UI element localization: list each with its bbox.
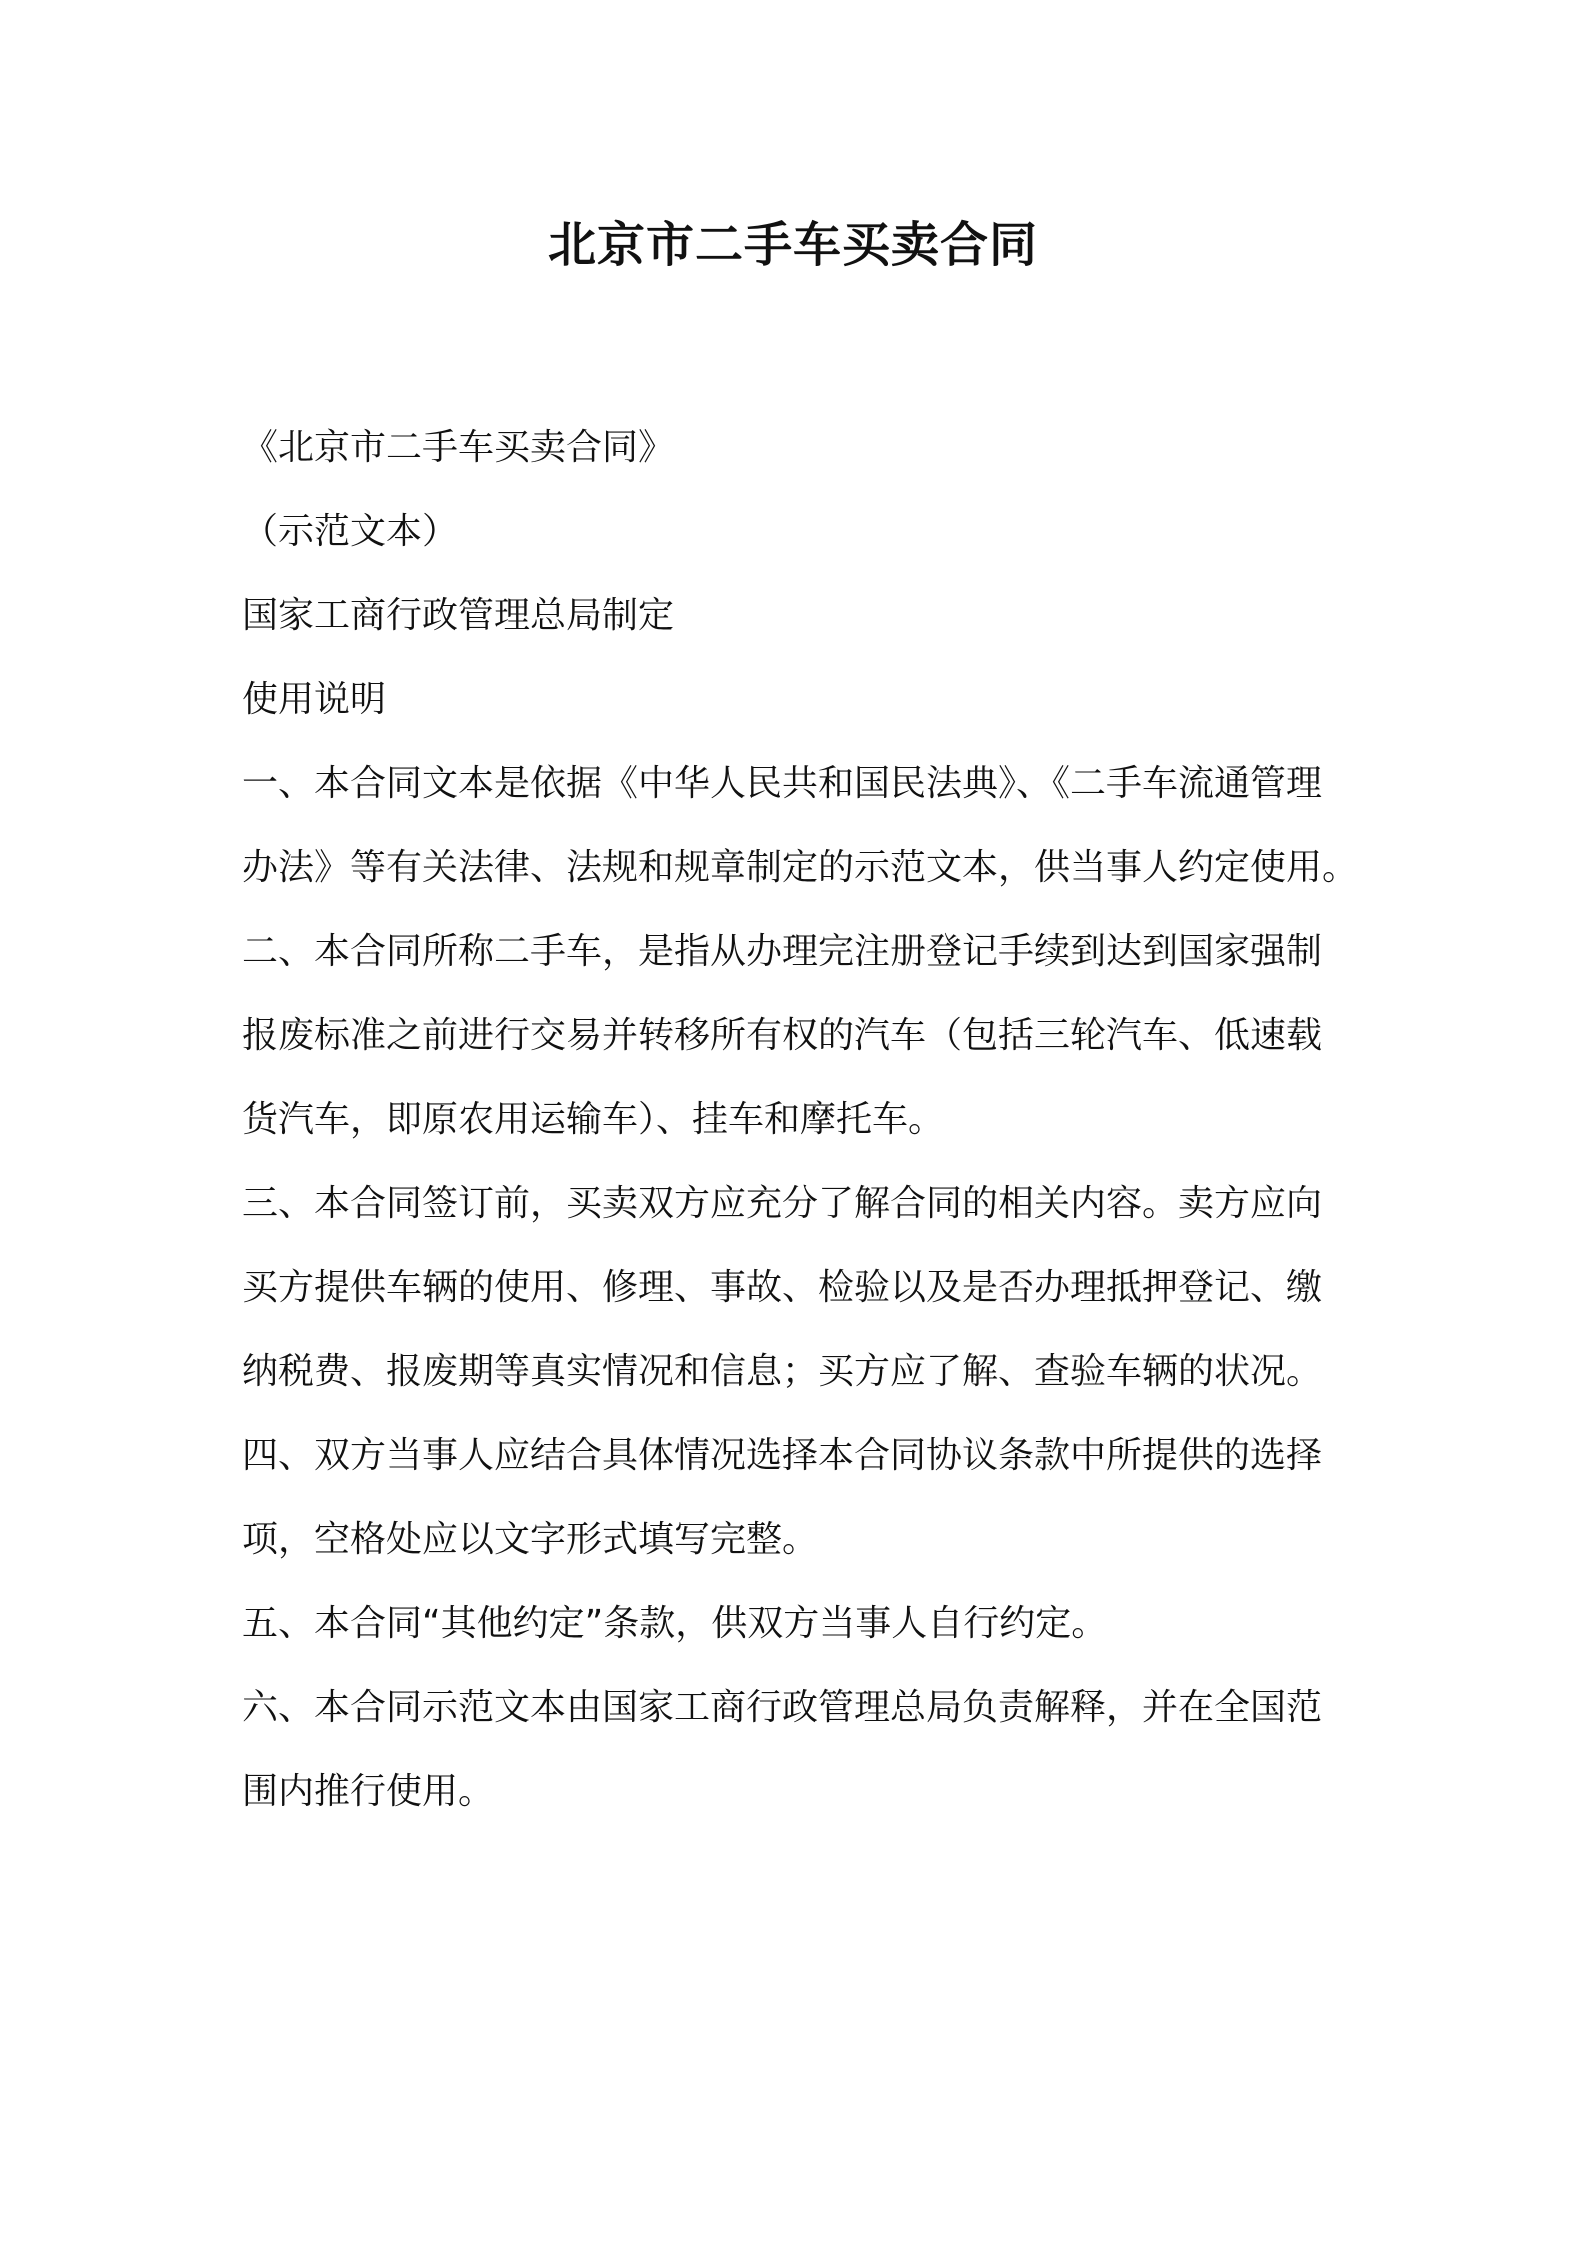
- document-line: 项，空格处应以文字形式填写完整。: [242, 1519, 819, 1560]
- document-line: 货汽车，即原农用运输车）、挂车和摩托车。: [242, 1099, 945, 1140]
- document-line: （示范文本）: [242, 511, 459, 552]
- document-line: 五、本合同“其他约定”条款，供双方当事人自行约定。: [242, 1603, 1108, 1644]
- document-line: 办法》等有关法律、法规和规章制定的示范文本，供当事人约定使用。: [242, 847, 1359, 888]
- document-title: 北京市二手车买卖合同: [547, 217, 1038, 273]
- document-line: 《北京市二手车买卖合同》: [242, 427, 675, 468]
- document-line: 买方提供车辆的使用、修理、事故、检验以及是否办理抵押登记、缴: [242, 1267, 1323, 1308]
- document-line: 一、本合同文本是依据《中华人民共和国民法典》、《二手车流通管理: [242, 763, 1323, 804]
- document-line: 报废标准之前进行交易并转移所有权的汽车（包括三轮汽车、低速载: [242, 1015, 1323, 1056]
- document-line: 国家工商行政管理总局制定: [242, 595, 675, 636]
- document-line: 三、本合同签订前，买卖双方应充分了解合同的相关内容。卖方应向: [242, 1183, 1323, 1224]
- document-line: 纳税费、报废期等真实情况和信息；买方应了解、查验车辆的状况。: [242, 1351, 1323, 1392]
- document-line: 六、本合同示范文本由国家工商行政管理总局负责解释，并在全国范: [242, 1687, 1323, 1728]
- document-line: 使用说明: [242, 679, 387, 720]
- document-line: 二、本合同所称二手车，是指从办理完注册登记手续到达到国家强制: [242, 931, 1323, 972]
- document-body: [242, 406, 1357, 1834]
- document-line: 围内推行使用。: [242, 1771, 495, 1812]
- document-line: 四、双方当事人应结合具体情况选择本合同协议条款中所提供的选择: [242, 1435, 1323, 1476]
